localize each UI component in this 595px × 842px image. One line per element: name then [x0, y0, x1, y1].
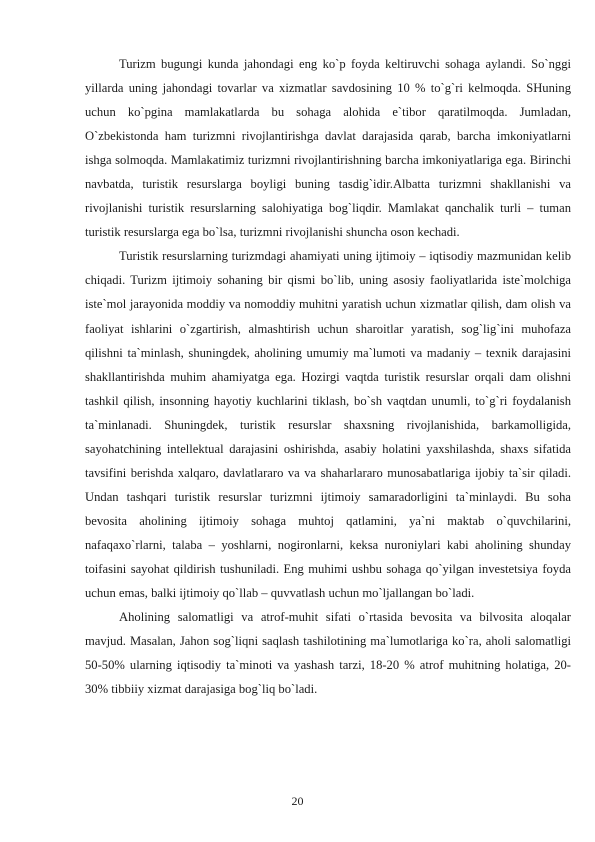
page-number: 20	[291, 794, 304, 808]
paragraph-3: Aholining salomatligi va atrof-muhit sifati o`rtasida bevosita va bilvosita aloqalar mavjud. Masalan, Jahon sog`liqni saqlash tashilotining ma`lumotlariga ko`ra, aholi salomatligi 50-50% ularning iqtisodiy ta`minoti va yashash tarzi, 18-20 % atrof muhitning holatiga, 20-30% tibbiiy xizmat darajasiga bog`liq bo`ladi.	[85, 610, 571, 697]
paragraph-2: Turistik resurslarning turizmdagi ahamiyati uning ijtimoiy – iqtisodiy mazmunidan kelib chiqadi. Turizm ijtimoiy sohaning bir qismi bo`lib, uning asosiy faoliyatlarida iste`molchiga iste`mol jarayonida moddiy va nomoddiy muhitni yaratish uchun xizmatlar qilish, dam olish va faoliyat ishlarini o`zgartirish, almashtirish uchun sharoitlar yaratish, sog`lig`ini muhofaza qilishni ta`minlash, shuningdek, aholining umumiy ma`lumoti va madaniy – texnik darajasini shakllantirishda muhim ahamiyatga ega. Hozirgi vaqtda turistik resurslar orqali dam olishni tashkil qilish, insonning hayotiy kuchlarini tiklash, bo`sh vaqtdan unumli, to`g`ri foydalanish ta`minlanadi. Shuningdek, turistik resurslar shaxsning rivojlanishida, barkamolligida, sayohatchining intellektual darajasini oshirishda, asabiy holatini yaxshilashda, shaxs sifatida tavsifini berishda xalqaro, davlatlararo va va shaharlararo munosabatlariga ijobiy ta`sir qiladi. Undan tashqari turistik resurslar turizmni ijtimoiy samaradorligini ta`minlaydi. Bu soha bevosita aholining ijtimoiy sohaga muhtoj qatlamini, ya`ni maktab o`quvchilarini, nafaqaxo`rlarni, talaba – yoshlarni, nogironlarni, keksa nuroniylari kabi aholining shunday toifasini sayohat qildirish tushuniladi. Eng muhimi ushbu sohaga qo`yilgan investetsiya foyda uchun emas, balki ijtimoiy qo`llab – quvvatlash uchun mo`ljallangan bo`ladi.	[85, 249, 571, 601]
document-body	[85, 52, 571, 701]
paragraph-1: Turizm bugungi kunda jahondagi eng ko`p foyda keltiruvchi sohaga aylandi. So`nggi yillarda uning jahondagi tovarlar va xizmatlar savdosining 10 % to`g`ri kelmoqda. SHuning uchun ko`pgina mamlakatlarda bu sohaga alohida e`tibor qaratilmoqda. Jumladan, O`zbekistonda ham turizmni rivojlantirishga davlat darajasida qarab, barcha imkoniyatlarni ishga solmoqda. Mamlakatimiz turizmni rivojlantirishning barcha imkoniyatlariga ega. Birinchi navbatda, turistik resurslarga boyligi buning tasdig`idir.Albatta turizmni shakllanishi va rivojlanishi turistik resurslarning salohiyatiga bog`liqdir. Mamlakat qanchalik turli – tuman turistik resurslarga ega bo`lsa, turizmni rivojlanishi shuncha oson kechadi.	[85, 57, 571, 240]
